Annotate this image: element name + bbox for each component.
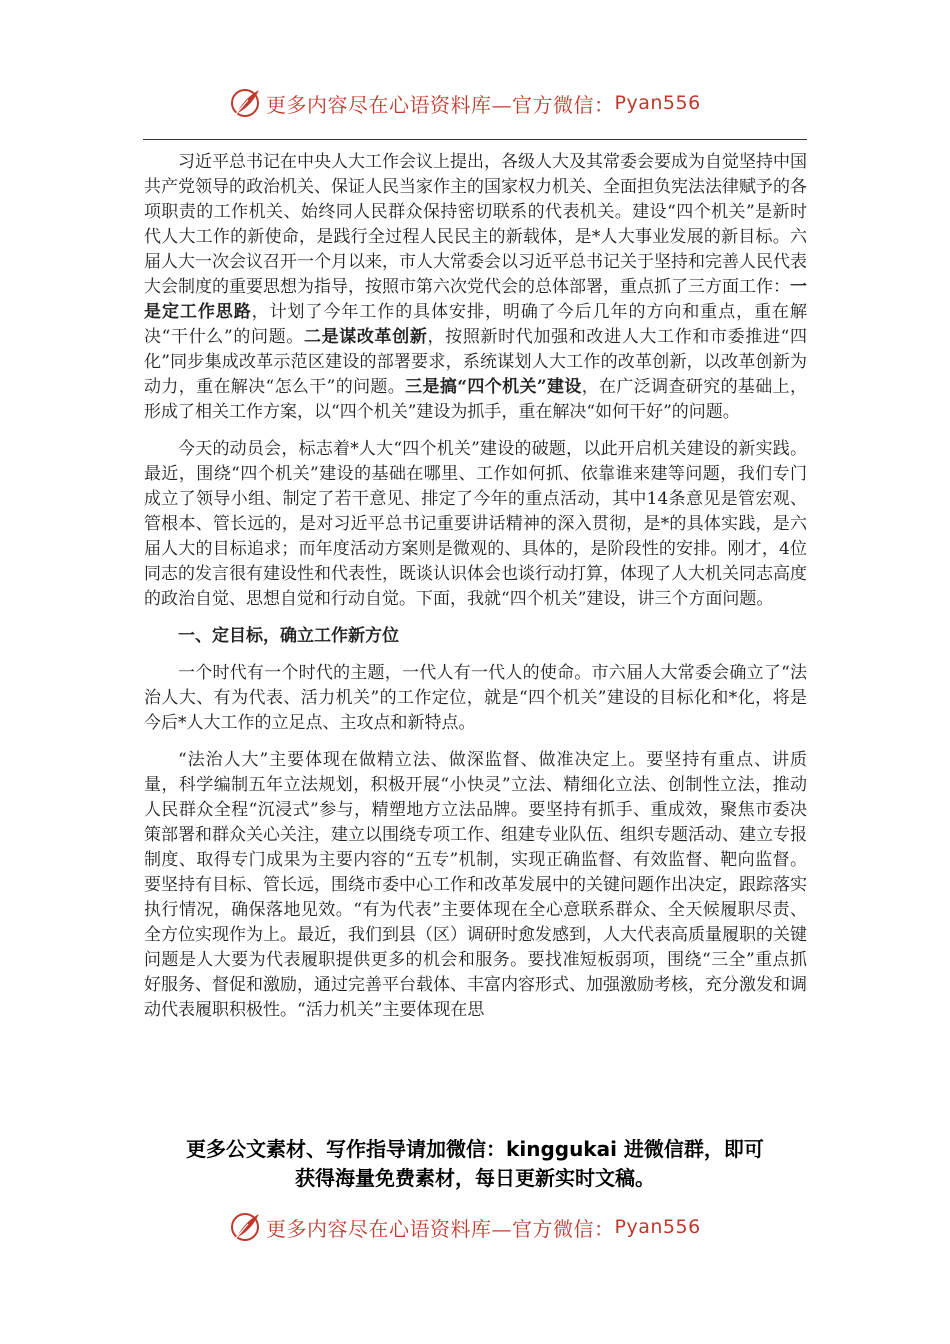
paragraph-1: 习近平总书记在中央人大工作会议上提出，各级人大及其常委会要成为自觉坚持中国共产党领导的政治机关、保证人民当家作主的国家权力机关、全面担负宪法法律赋予的各项职责的工作机关、始终同人民群众保持密切联系的代表机关。建设“四个机关”是新时代人大工作的新使命，是践行全过程人民民主的新载体，是*人大事业发展的新目标。六届人大一次会议召开一个月以来，市人大常委会以习近平总书记关于坚持和完善人民代表大会制度的重要思想为指导，按照市第六次党代会的总体部署，重点抓了三方面工作：一是定工作思路，计划了今年工作的具体安排，明确了今后几年的方向和重点，重在解决“干什么”的问题。二是谋改革创新，按照新时代加强和改进人大工作和市委推进“四化”同步集成改革示范区建设的部署要求，系统谋划人大工作的改革创新，以改革创新为动力，重在解决“怎么干”的问题。三是搞“四个机关”建设，在广泛调查研究的基础上，形成了相关工作方案，以“四个机关”建设为抓手，重在解决“如何干好”的问题。 — [144, 152, 808, 422]
article-body — [144, 150, 807, 1023]
watermark-wechat-id: Pyan556 — [614, 1216, 701, 1238]
paragraph-2: 今天的动员会，标志着*人大“四个机关”建设的破题，以此开启机关建设的新实践。最近，围绕“四个机关”建设的基础在哪里、工作如何抓、依靠谁来建等问题，我们专门成立了领导小组、制定了若干意见、排定了今年的重点活动，其中14条意见是管宏观、管根本、管长远的，是对习近平总书记重要讲话精神的深入贯彻，是*的具体实践，是六届人大的目标追求；而年度活动方案则是微观的、具体的，是阶段性的安排。刚才，4位同志的发言很有建设性和代表性，既谈认识体会也谈行动打算，体现了人大机关同志高度的政治自觉、思想自觉和行动自觉。下面，我就“四个机关”建设，讲三个方面问题。 — [144, 439, 807, 609]
point-one: 一是定工作思路 — [144, 277, 807, 322]
promo-banner — [100, 1135, 850, 1193]
section-heading-1: 一、定目标，确立工作新方位 — [178, 626, 399, 646]
promo-line-1: 更多公文素材、写作指导请加微信：kinggukai 进微信群，即可 — [186, 1137, 764, 1161]
header-watermark — [228, 86, 701, 120]
quill-logo-icon — [228, 1210, 262, 1244]
paragraph-3: 一个时代有一个时代的主题，一代人有一代人的使命。市六届人大常委会确立了“法治人大、有为代表、活力机关”的工作定位，就是“四个机关”建设的目标化和*化，将是今后*人大工作的立足点、主攻点和新特点。 — [144, 663, 807, 733]
header-divider — [143, 139, 807, 140]
paragraph-4: “法治人大”主要体现在做精立法、做深监督、做准决定上。要坚持有重点、讲质量，科学编制五年立法规划，积极开展“小快灵”立法、精细化立法、创制性立法，推动人民群众全程“沉浸式”参与，精塑地方立法品牌。要坚持有抓手、重成效，聚焦市委决策部署和群众关心关注，建立以围绕专项工作、组建专业队伍、组织专题活动、建立专报制度、取得专门成果为主要内容的“五专”机制，实现正确监督、有效监督、靶向监督。要坚持有目标、管长远，围绕市委中心工作和改革发展中的关键问题作出决定，跟踪落实执行情况，确保落地见效。“有为代表”主要体现在全心意联系群众、全天候履职尽责、全方位实现作为上。最近，我们到县（区）调研时愈发感到，人大代表高质量履职的关键问题是人大要为代表履职提供更多的机会和服务。要找准短板弱项，围绕“三全”重点抓好服务、督促和激励，通过完善平台载体、丰富内容形式、加强激励考核，充分激发和调动代表履职积极性。“活力机关”主要体现在思 — [144, 750, 807, 1020]
quill-logo-icon — [228, 86, 262, 120]
watermark-text: 更多内容尽在心语资料库—官方微信： — [266, 92, 615, 117]
footer-watermark — [228, 1210, 701, 1244]
point-three: 三是搞“四个机关”建设 — [405, 377, 582, 397]
promo-line-2: 获得海量免费素材，每日更新实时文稿。 — [295, 1166, 655, 1190]
watermark-wechat-id: Pyan556 — [614, 92, 701, 114]
watermark-text: 更多内容尽在心语资料库—官方微信： — [266, 1216, 615, 1241]
point-two: 二是谋改革创新 — [303, 327, 428, 347]
